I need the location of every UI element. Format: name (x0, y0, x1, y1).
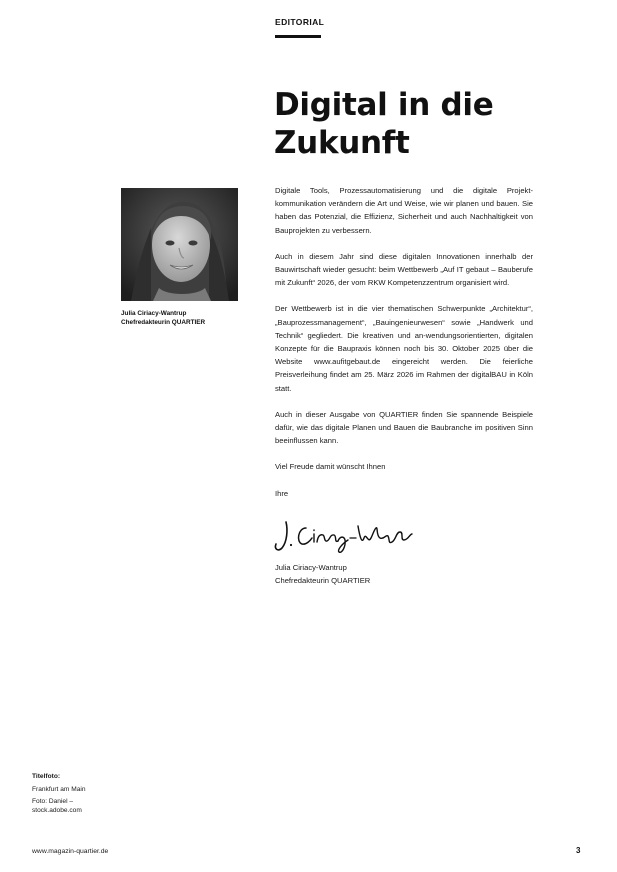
portrait-role-line (121, 318, 261, 327)
headline-line-1: Digital in die (274, 87, 494, 123)
handwritten-signature (272, 516, 417, 556)
cover-photo-credit (32, 772, 122, 815)
portrait-publication: QUARTIER (171, 319, 206, 326)
closing-ihre: Ihre (275, 488, 289, 498)
cover-credit-photo-line-1: Foto: Daniel – (32, 798, 74, 805)
signature-graphic (272, 516, 417, 556)
signer-role: Chefredakteurin QUARTIER (275, 576, 371, 585)
signer-block (275, 561, 475, 587)
cover-credit-location: Frankfurt am Main (32, 786, 86, 793)
body-paragraph-2: Auch in diesem Jahr sind diese digitalen Innovationen innerhalb der Bauwirtschaft wieder gesucht: beim Wettbewerb „Auf IT gebaut – Bauberufe mit Zukunft“ 2026, der vom RKW Kompetenzzentrum organisiert wird. (275, 251, 533, 288)
page-number: 3 (576, 846, 581, 855)
section-rule (275, 35, 321, 38)
portrait-photo (121, 188, 238, 301)
portrait-caption (121, 309, 261, 327)
author-portrait (121, 188, 238, 301)
section-label: EDITORIAL (275, 17, 325, 27)
body-paragraph-3: Der Wettbewerb ist in die vier thematischen Schwerpunkte „Architektur“, „Bauprozessmanagement“, „Bauingenieurwesen“ sowie „Handwerk und Technik“ gegliedert. Die kreativen und an-wendungsorientierten, digitalen Konzepte für die Baupraxis können noch bis 30. Oktober 2025 über die Website www.aufitgebaut.de eingereicht werden. Die feierliche Preisverleihung findet am 25. März 2026 im Rahmen der digitalBAU in Köln statt. (275, 304, 533, 393)
cover-credit-photo-line-2: stock.adobe.com (32, 807, 82, 814)
page-title (274, 86, 574, 162)
footer-website[interactable]: www.magazin-quartier.de (32, 848, 109, 855)
editorial-body (275, 184, 533, 513)
body-paragraph-1: Digitale Tools, Prozessautomatisierung und die digitale Projekt-kommunikation verändern die Art und Weise, wie wir planen und bauen. Sie haben das Potenzial, die Effizienz, Sicherheit und auch Nachhaltigkeit von Bauprojekten zu verbessern. (275, 186, 533, 235)
portrait-role: Chefredakteurin (121, 319, 171, 326)
closing-line: Viel Freude damit wünscht Ihnen (275, 462, 386, 472)
signer-name: Julia Ciriacy-Wantrup (275, 563, 347, 572)
headline-line-2: Zukunft (274, 125, 410, 161)
cover-credit-title: Titelfoto: (32, 773, 61, 780)
body-paragraph-4: Auch in dieser Ausgabe von QUARTIER finden Sie spannende Beispiele dafür, wie das digitale Planen und Bauen die Baubranche im positiven Sinn beeinflussen kann. (275, 409, 533, 446)
portrait-name: Julia Ciriacy-Wantrup (121, 310, 187, 317)
